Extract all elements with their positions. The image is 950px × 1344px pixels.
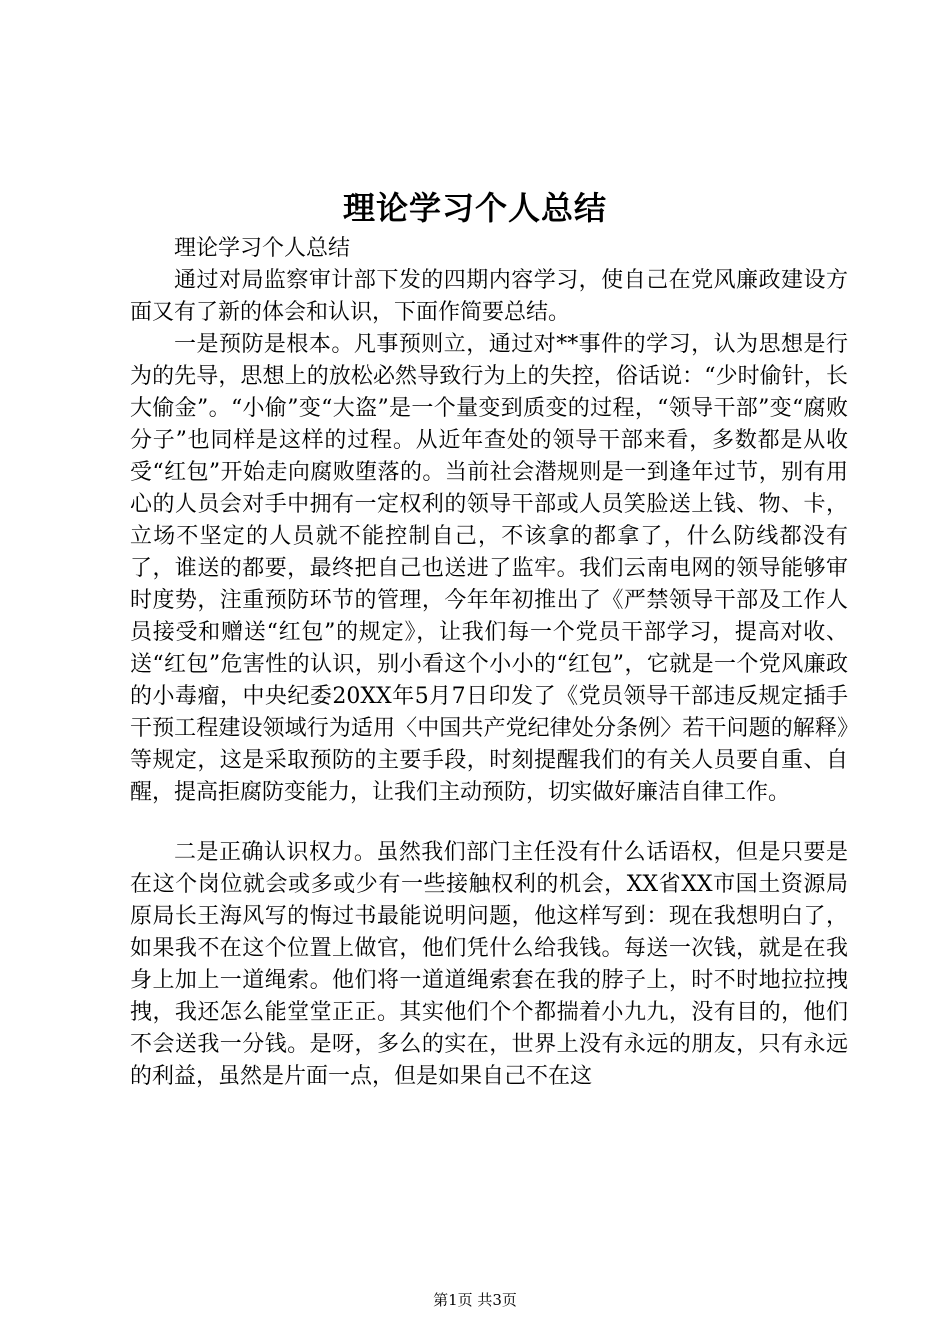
page-footer: 第1页 共3页 [433,1291,517,1309]
paragraph-power: 二是正确认识权力。虽然我们部门主任没有什么话语权，但是只要是在这个岗位就会或多或少有一些接触权利的机会，XX省XX市国土资源局原局长王海风写的悔过书最能说明问题，他这样写到：现在我想明白了，如果我不在这个位置上做官，他们凭什么给我钱。每送一次钱，就是在我身上加上一道绳索。他们将一道道绳索套在我的脖子上，时不时地拉拉拽拽，我还怎么能堂堂正正。其实他们个个都揣着小九九，没有目的，他们不会送我一分钱。是呀，多么的实在，世界上没有永远的朋友，只有永远的利益，虽然是片面一点，但是如果自己不在这 [130,840,848,1089]
paragraph-intro: 通过对局监察审计部下发的四期内容学习，使自己在党风廉政建设方面又有了新的体会和认识，下面作简要总结。 [130,268,848,325]
document-title: 理论学习个人总结 [342,189,607,227]
paragraph-subtitle: 理论学习个人总结 [174,236,351,261]
document-body [130,233,848,1093]
paragraph-prevention: 一是预防是根本。凡事预则立，通过对**事件的学习，认为思想是行为的先导，思想上的放松必然导致行为上的失控，俗话说：“少时偷针，长大偷金”。“小偷”变“大盗”是一个量变到质变的过程，“领导干部”变“腐败分子”也同样是这样的过程。从近年查处的领导干部来看，多数都是从收受“红包”开始走向腐败堕落的。当前社会潜规则是一到逢年过节，别有用心的人员会对手中拥有一定权利的领导干部或人员笑脸送上钱、物、卡，立场不坚定的人员就不能控制自己，不该拿的都拿了，什么防线都没有了，谁送的都要，最终把自己也送进了监牢。我们云南电网的领导能够审时度势，注重预防环节的管理，今年年初推出了《严禁领导干部及工作人员接受和赠送“红包”的规定》，让我们每一个党员干部学习，提高对收、送“红包”危害性的认识，别小看这个小小的“红包”，它就是一个党风廉政的小毒瘤，中央纪委20XX年5月7日印发了《党员领导干部违反规定插手干预工程建设领域行为适用〈中国共产党纪律处分条例〉若干问题的解释》等规定，这是采取预防的主要手段，时刻提醒我们的有关人员要自重、自醒，提高拒腐防变能力，让我们主动预防，切实做好廉洁自律工作。 [130,332,848,805]
